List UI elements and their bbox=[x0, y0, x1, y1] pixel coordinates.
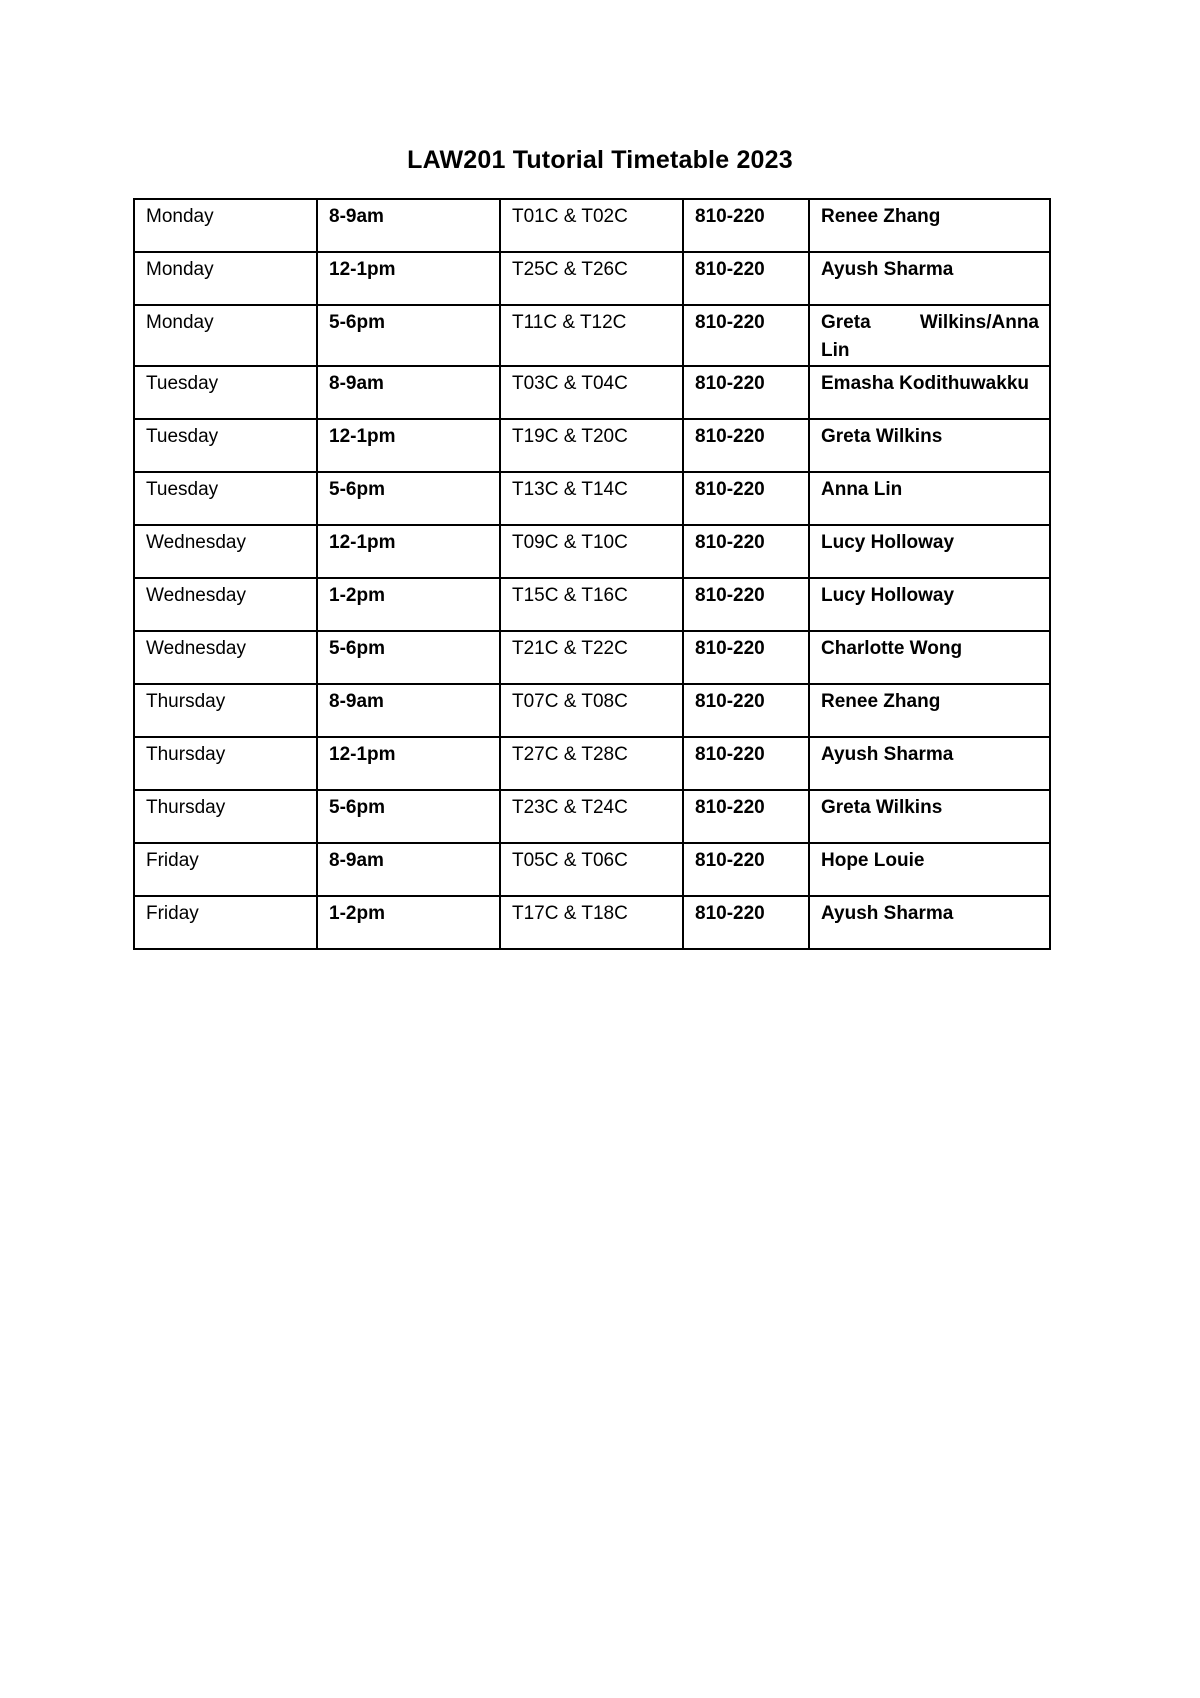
time-cell: 8-9am bbox=[317, 366, 500, 419]
tutor-cell: Ayush Sharma bbox=[809, 896, 1050, 949]
tutor-line bbox=[821, 309, 1039, 337]
table-row bbox=[134, 790, 1050, 843]
day-cell: Wednesday bbox=[134, 631, 317, 684]
tutor-name-part: Wilkins/Anna bbox=[919, 312, 1039, 333]
table-row bbox=[134, 631, 1050, 684]
class-cell: T09C & T10C bbox=[500, 525, 683, 578]
class-cell: T17C & T18C bbox=[500, 896, 683, 949]
room-cell: 810-220 bbox=[683, 199, 809, 252]
table-row bbox=[134, 896, 1050, 949]
day-cell: Monday bbox=[134, 199, 317, 252]
day-cell: Wednesday bbox=[134, 578, 317, 631]
time-cell: 1-2pm bbox=[317, 578, 500, 631]
time-cell: 5-6pm bbox=[317, 631, 500, 684]
day-cell: Friday bbox=[134, 896, 317, 949]
day-cell: Thursday bbox=[134, 684, 317, 737]
class-cell: T15C & T16C bbox=[500, 578, 683, 631]
table-row bbox=[134, 684, 1050, 737]
time-cell: 1-2pm bbox=[317, 896, 500, 949]
class-cell: T23C & T24C bbox=[500, 790, 683, 843]
tutor-cell: Ayush Sharma bbox=[809, 252, 1050, 305]
table-row bbox=[134, 737, 1050, 790]
tutor-cell: Renee Zhang bbox=[809, 199, 1050, 252]
time-cell: 5-6pm bbox=[317, 472, 500, 525]
day-cell: Thursday bbox=[134, 790, 317, 843]
room-cell: 810-220 bbox=[683, 525, 809, 578]
time-cell: 5-6pm bbox=[317, 305, 500, 366]
table-row bbox=[134, 419, 1050, 472]
room-cell: 810-220 bbox=[683, 578, 809, 631]
tutor-cell: Ayush Sharma bbox=[809, 737, 1050, 790]
class-cell: T13C & T14C bbox=[500, 472, 683, 525]
day-cell: Monday bbox=[134, 252, 317, 305]
tutor-cell bbox=[809, 305, 1050, 366]
room-cell: 810-220 bbox=[683, 366, 809, 419]
room-cell: 810-220 bbox=[683, 896, 809, 949]
tutor-cell: Greta Wilkins bbox=[809, 790, 1050, 843]
room-cell: 810-220 bbox=[683, 631, 809, 684]
tutor-cell: Renee Zhang bbox=[809, 684, 1050, 737]
time-cell: 12-1pm bbox=[317, 252, 500, 305]
day-cell: Tuesday bbox=[134, 472, 317, 525]
tutor-cell: Greta Wilkins bbox=[809, 419, 1050, 472]
time-cell: 12-1pm bbox=[317, 737, 500, 790]
time-cell: 12-1pm bbox=[317, 525, 500, 578]
day-cell: Monday bbox=[134, 305, 317, 366]
tutor-line: Lin bbox=[821, 340, 850, 361]
class-cell: T25C & T26C bbox=[500, 252, 683, 305]
tutor-cell: Charlotte Wong bbox=[809, 631, 1050, 684]
room-cell: 810-220 bbox=[683, 472, 809, 525]
day-cell: Tuesday bbox=[134, 366, 317, 419]
room-cell: 810-220 bbox=[683, 790, 809, 843]
time-cell: 8-9am bbox=[317, 843, 500, 896]
table-row bbox=[134, 472, 1050, 525]
room-cell: 810-220 bbox=[683, 684, 809, 737]
time-cell: 8-9am bbox=[317, 684, 500, 737]
day-cell: Tuesday bbox=[134, 419, 317, 472]
table-row bbox=[134, 305, 1050, 366]
tutor-cell: Emasha Kodithuwakku bbox=[809, 366, 1050, 419]
class-cell: T27C & T28C bbox=[500, 737, 683, 790]
room-cell: 810-220 bbox=[683, 419, 809, 472]
time-cell: 5-6pm bbox=[317, 790, 500, 843]
day-cell: Wednesday bbox=[134, 525, 317, 578]
class-cell: T11C & T12C bbox=[500, 305, 683, 366]
table-row bbox=[134, 578, 1050, 631]
table-row bbox=[134, 199, 1050, 252]
tutor-cell: Hope Louie bbox=[809, 843, 1050, 896]
tutor-cell: Lucy Holloway bbox=[809, 578, 1050, 631]
timetable bbox=[133, 198, 1051, 950]
time-cell: 8-9am bbox=[317, 199, 500, 252]
class-cell: T01C & T02C bbox=[500, 199, 683, 252]
page-title: LAW201 Tutorial Timetable 2023 bbox=[407, 146, 793, 174]
table-row bbox=[134, 843, 1050, 896]
room-cell: 810-220 bbox=[683, 252, 809, 305]
class-cell: T07C & T08C bbox=[500, 684, 683, 737]
day-cell: Friday bbox=[134, 843, 317, 896]
table-row bbox=[134, 252, 1050, 305]
time-cell: 12-1pm bbox=[317, 419, 500, 472]
tutor-cell: Anna Lin bbox=[809, 472, 1050, 525]
day-cell: Thursday bbox=[134, 737, 317, 790]
room-cell: 810-220 bbox=[683, 305, 809, 366]
table-row bbox=[134, 366, 1050, 419]
room-cell: 810-220 bbox=[683, 737, 809, 790]
tutor-name-part: Greta bbox=[821, 312, 871, 333]
table-row bbox=[134, 525, 1050, 578]
room-cell: 810-220 bbox=[683, 843, 809, 896]
class-cell: T05C & T06C bbox=[500, 843, 683, 896]
class-cell: T19C & T20C bbox=[500, 419, 683, 472]
class-cell: T03C & T04C bbox=[500, 366, 683, 419]
class-cell: T21C & T22C bbox=[500, 631, 683, 684]
tutor-cell: Lucy Holloway bbox=[809, 525, 1050, 578]
